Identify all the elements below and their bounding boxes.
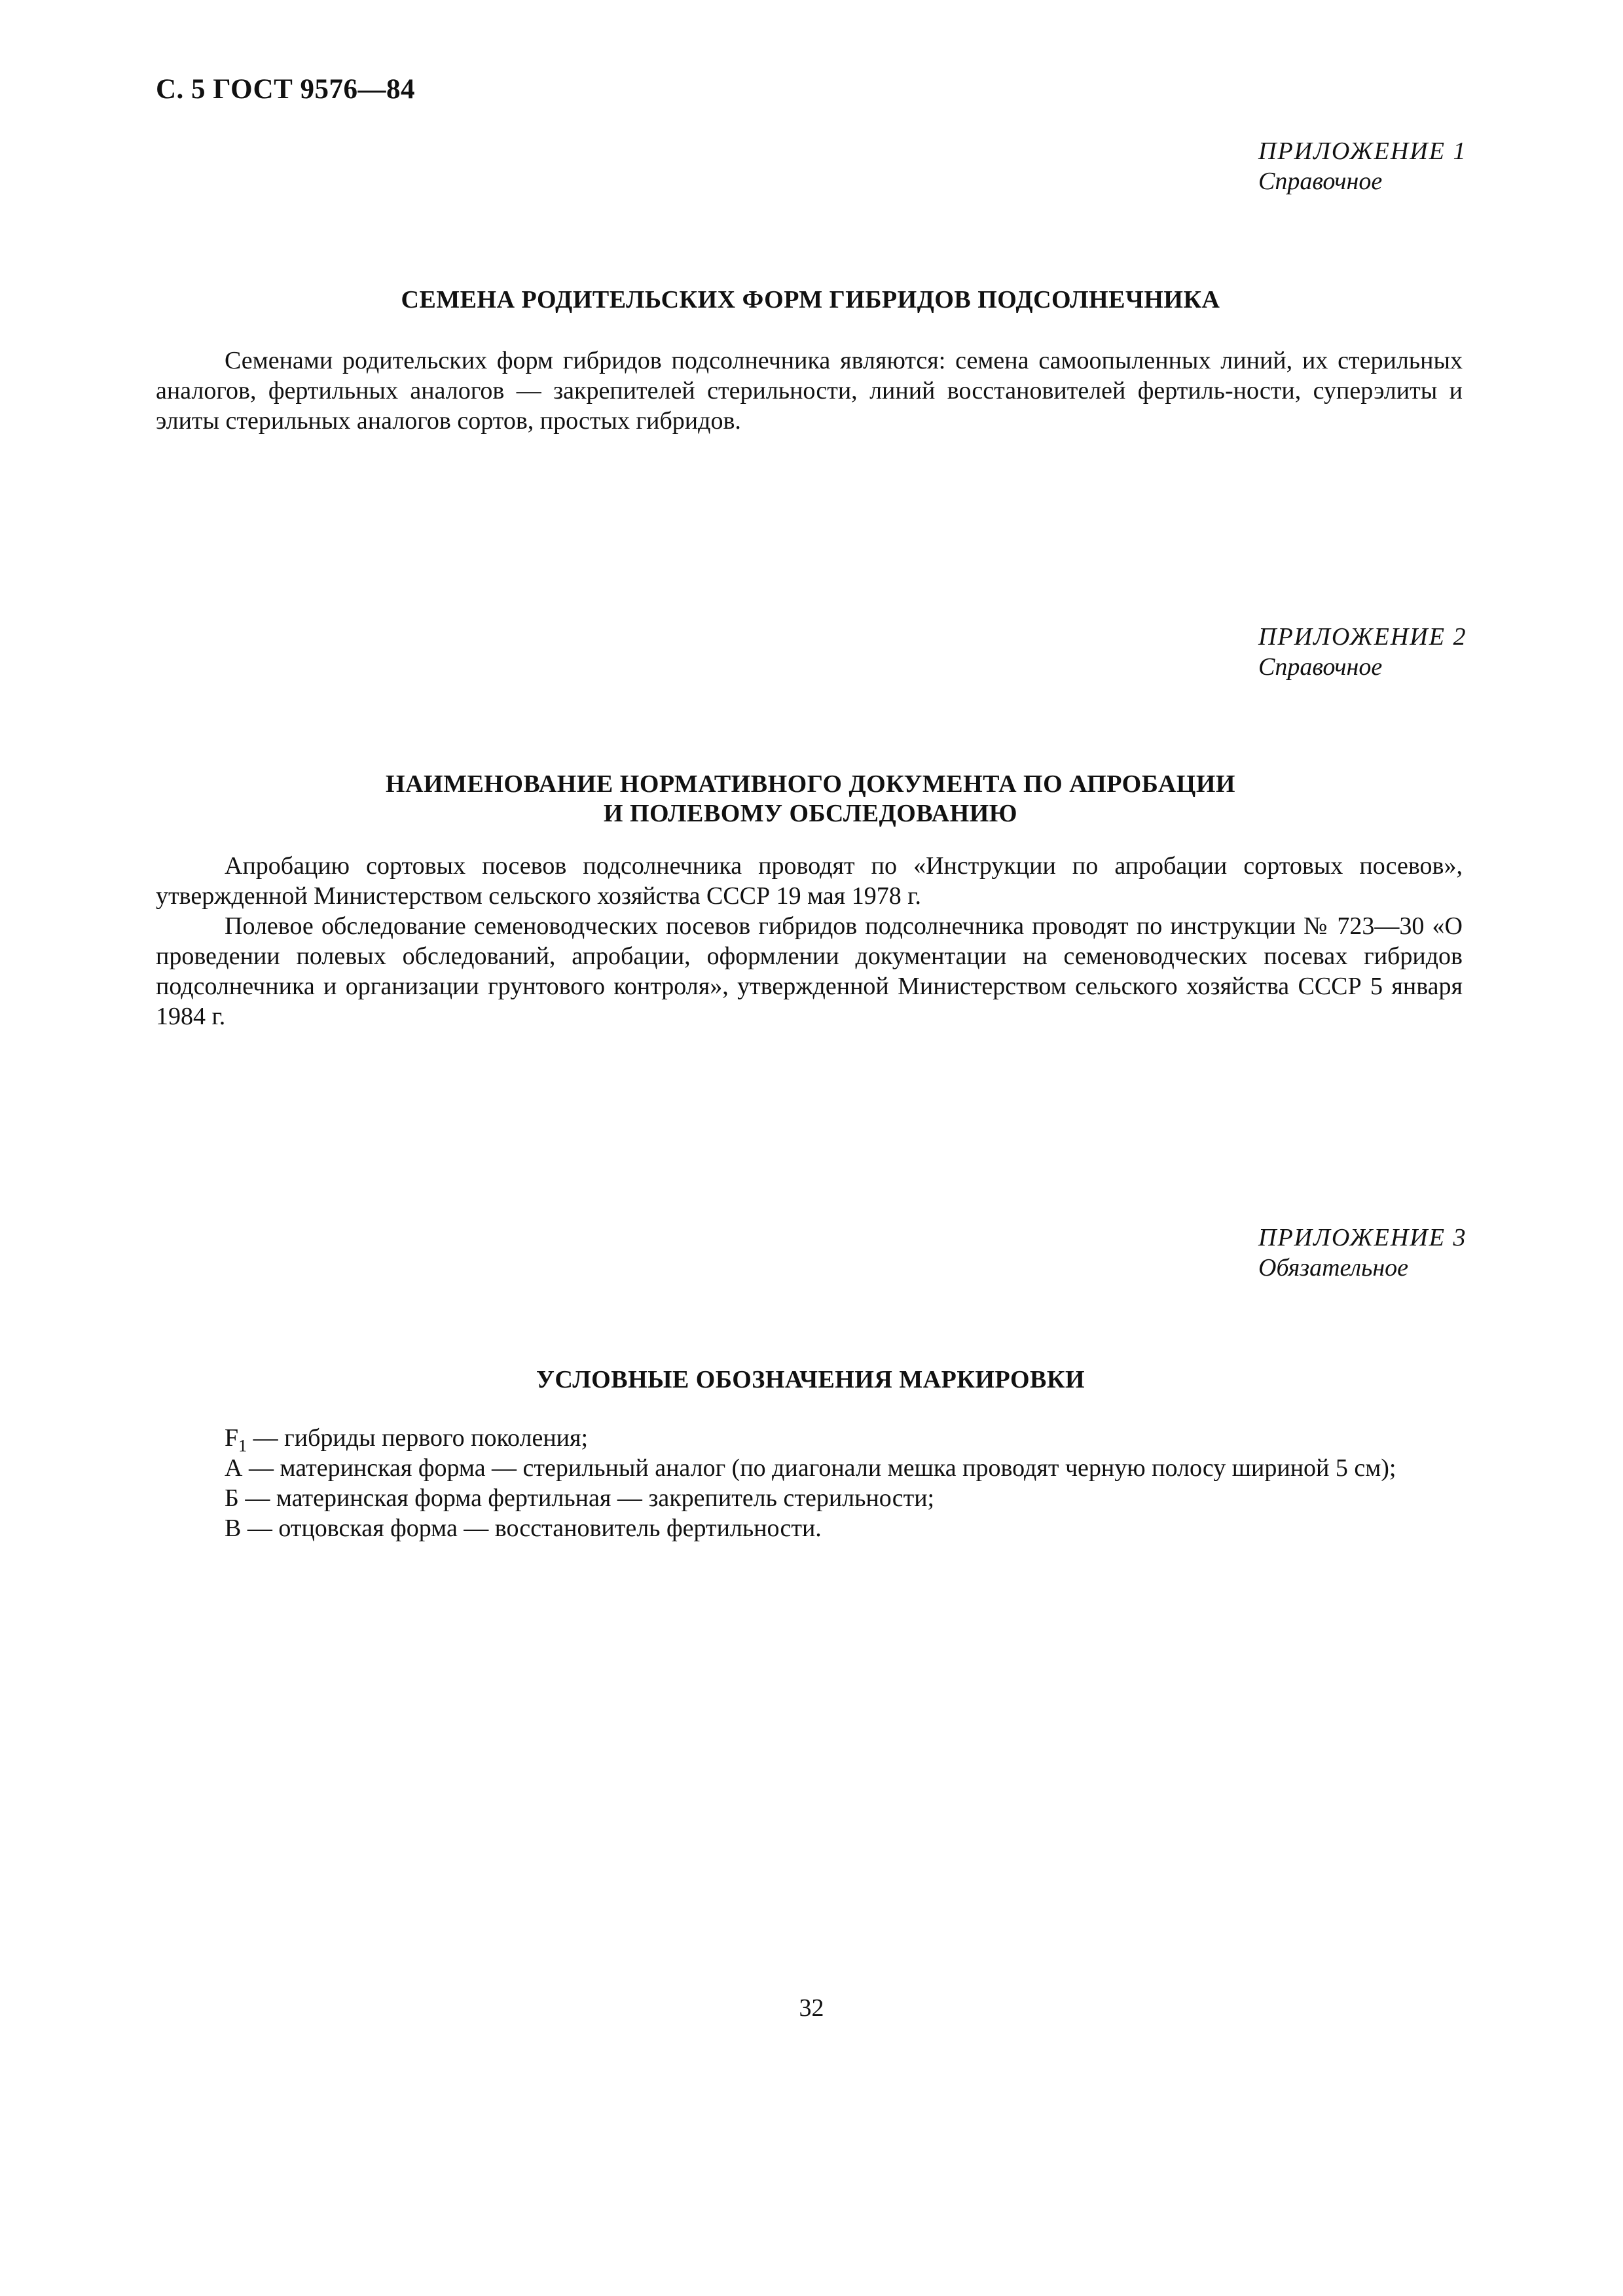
f1-symbol: F: [225, 1424, 239, 1452]
page-header: С. 5 ГОСТ 9576—84: [156, 74, 416, 105]
appendix-2-paragraph-2: Полевое обследование семеноводческих посевов гибридов подсолнечника проводят по инструкции № 723—30 «О проведении полевых обследований, апробации, оформлении документации на семеноводческих посевах гибридов подсолнечника и организации грунтового контроля», утвержденной Министерством сельского хозяйства СССР 5 января 1984 г.: [156, 912, 1463, 1030]
appendix-1-number: ПРИЛОЖЕНИЕ 1: [1258, 137, 1467, 165]
appendix-1-title-text: СЕМЕНА РОДИТЕЛЬСКИХ ФОРМ ГИБРИДОВ ПОДСОЛНЕЧНИКА: [401, 286, 1220, 314]
appendix-3-body: [156, 1423, 1463, 1543]
marking-f1-item: [156, 1423, 1463, 1456]
appendix-1-body: [156, 346, 1463, 436]
appendix-1-label: [1258, 136, 1467, 196]
appendix-3-type: Обязательное: [1258, 1254, 1409, 1282]
appendix-2-title-line1: НАИМЕНОВАНИЕ НОРМАТИВНОГО ДОКУМЕНТА ПО АПРОБАЦИИ: [386, 770, 1235, 798]
appendix-2-type: Справочное: [1258, 653, 1383, 681]
appendix-2-paragraph-1: Апробацию сортовых посевов подсолнечника проводят по «Инструкции по апробации сортовых посевов», утвержденной Министерством сельского хозяйства СССР 19 мая 1978 г.: [156, 852, 1463, 910]
appendix-1-type: Справочное: [1258, 168, 1383, 195]
f1-text: — гибриды первого поколения;: [247, 1424, 589, 1452]
f1-subscript: 1: [238, 1436, 247, 1456]
appendix-2-body: [156, 851, 1463, 1031]
appendix-2-title-line2: И ПОЛЕВОМУ ОБСЛЕДОВАНИЮ: [603, 800, 1018, 827]
appendix-1-paragraph: Семенами родительских форм гибридов подсолнечника являются: семена самоопыленных линий, их стерильных аналогов, фертильных аналогов — закрепителей стерильности, линий восстановителей фертиль-ности, суперэлиты и элиты стерильных аналогов сортов, простых гибридов.: [156, 347, 1463, 435]
appendix-2-title: [156, 770, 1465, 829]
marking-item-b: Б — материнская форма фертильная — закрепитель стерильности;: [225, 1484, 935, 1512]
page-number: 32: [799, 1994, 824, 2022]
appendix-1-title: [156, 285, 1465, 315]
marking-item-v: В — отцовская форма — восстановитель фертильности.: [225, 1515, 822, 1542]
appendix-3-number: ПРИЛОЖЕНИЕ 3: [1258, 1224, 1467, 1251]
appendix-3-title: [156, 1365, 1465, 1395]
appendix-2-label: [1258, 622, 1467, 682]
appendix-2-number: ПРИЛОЖЕНИЕ 2: [1258, 623, 1467, 651]
appendix-3-label: [1258, 1223, 1467, 1283]
appendix-3-title-text: УСЛОВНЫЕ ОБОЗНАЧЕНИЯ МАРКИРОВКИ: [536, 1366, 1085, 1393]
marking-item-a: А — материнская форма — стерильный аналог (по диагонали мешка проводят черную полосу шириной 5 см);: [225, 1454, 1396, 1482]
